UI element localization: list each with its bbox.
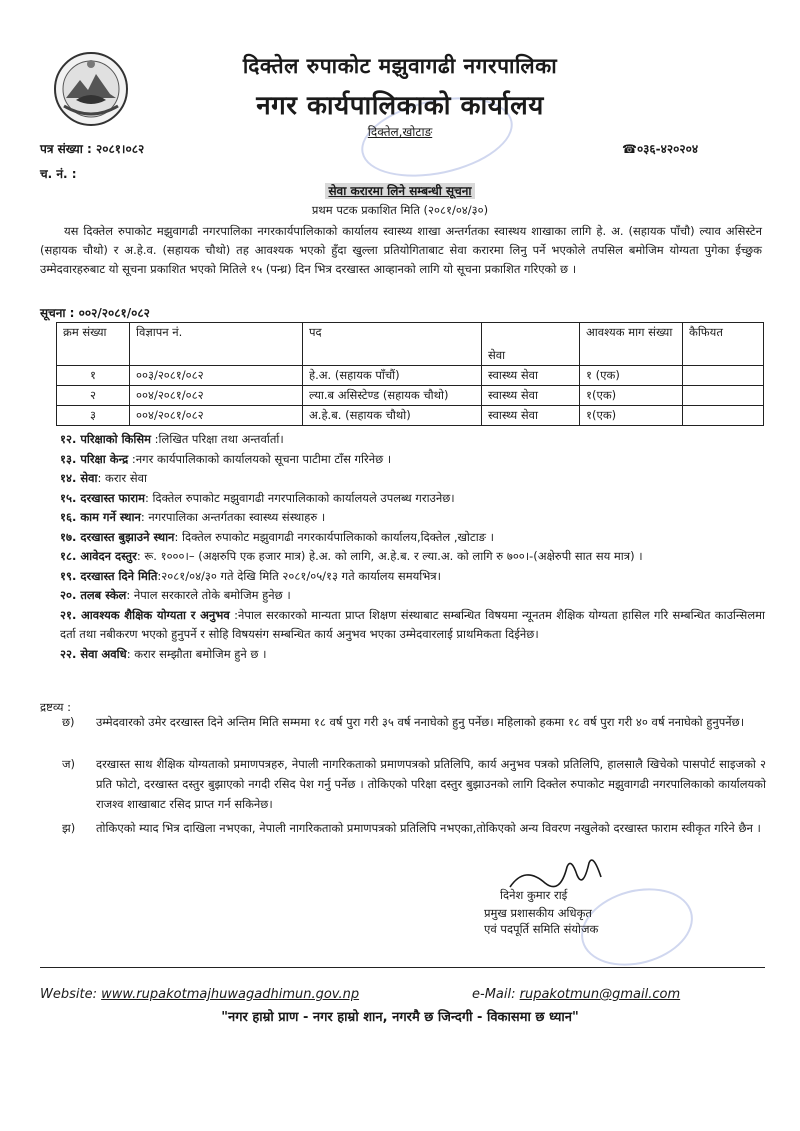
cell-service: स्वास्थ्य सेवा <box>482 406 580 426</box>
notes-heading: द्रष्टव्य : <box>40 700 71 714</box>
item-key: १७. दरखास्त बुझाउने स्थान <box>60 529 175 544</box>
email-line <box>472 987 680 1002</box>
municipality-name: दिक्तेल रुपाकोट मझुवागढी नगरपालिका <box>242 54 558 78</box>
col-header-remarks: कैफियत <box>683 323 764 366</box>
item-text: :२०८१/०४/३० गते देखि मिति २०८१/०५/१३ गते कार्यालय समयभित्र। <box>157 568 442 583</box>
item-text: : दिक्तेल रुपाकोट मझुवागढी नगरकार्यपालिकाको कार्यालय,दिक्तेल ,खोटाङ । <box>174 529 495 544</box>
item-text: :नगर कार्यपालिकाको कार्यालयको सूचना पाटीमा टाँस गरिनेछ । <box>128 451 392 466</box>
dispatch-number: च. नं. : <box>40 167 77 181</box>
office-location: दिक्तेल,खोटाङ <box>367 125 433 139</box>
office-name: नगर कार्यपालिकाको कार्यालय <box>256 91 544 121</box>
item-text: : रू. १०००।– (अक्षरुपि एक हजार मात्र) हे.अ. को लागि, अ.हे.ब. र ल्या.अ. को लागि रु ७००।-(अक्षेरुपी सात सय मात्र) । <box>136 549 643 563</box>
cell-remarks <box>683 386 764 406</box>
note-label: ज) <box>62 757 76 771</box>
note-text: तोकिएको म्याद भित्र दाखिला नभएका, नेपाली नागरिकताको प्रमाणपत्रको प्रतिलिपि नभएका,तोकिएको अन्य विवरण नखुलेको दरखास्त फाराम स्वीकृत गरिने छैन । <box>96 821 761 835</box>
item-text: :लिखित परिक्षा तथा अन्तर्वार्ता। <box>151 432 284 446</box>
municipality-motto: "नगर हाम्रो प्राण - नगर हाम्रो शान, नगरमै छ जिन्दगी - विकासमा छ ध्यान" <box>221 1010 579 1025</box>
item-text: : नेपाल सरकारले तोके बमोजिम हुनेछ । <box>126 588 291 602</box>
item-text: : करार सेवा <box>97 471 148 485</box>
cell-post: अ.हे.ब. (सहायक चौथो) <box>303 406 482 426</box>
col-header-ad-no: विज्ञापन नं. <box>130 323 303 366</box>
note-text: उम्मेदवारको उमेर दरखास्त दिने अन्तिम मिति सम्ममा १८ वर्ष पुरा गरी ३५ वर्ष ननाघेको हुनु पर्नेछ। महिलाको हकमा १८ वर्ष पुरा गरी ४० वर्ष ननाघेको हुनुपर्नेछ। <box>96 715 745 729</box>
item-text: : नगरपालिका अन्तर्गतका स्वास्थ्य संस्थाहरु । <box>140 510 326 524</box>
item-key: २२. सेवा अवधि <box>60 646 127 661</box>
cell-serial: १ <box>57 366 130 386</box>
col-header-service: सेवा <box>482 323 580 366</box>
cell-ad-no: ००३/२०८१/०८२ <box>130 366 303 386</box>
list-item <box>60 450 765 470</box>
note-label: झ) <box>62 821 76 835</box>
item-text: :नेपाल सरकारको मान्यता प्राप्त शिक्षण संस्थाबाट सम्बन्धित विषयमा न्यूनतम शैक्षिक योग्यता हासिल गरि सम्बन्धित काउन्सिलमा दर्ता तथा नबीकरण भएको हुनुपर्ने र सोहि विषयसंग सम्बन्धित कार्य अनुभव भएका उम्मेदवारलाई प्राथमिकता दिईनेछ। <box>60 607 765 641</box>
table-row <box>57 366 764 386</box>
item-key: २०. तलब स्केल <box>60 588 127 602</box>
item-key: २१. आवश्यक शैक्षिक योग्यता र अनुभव <box>60 607 230 622</box>
item-key: १९. दरखास्त दिने मिति <box>60 568 158 583</box>
signatory-title: प्रमुख प्रशासकीय अधिकृत <box>484 906 592 920</box>
list-item <box>60 586 765 606</box>
cell-serial: २ <box>57 386 130 406</box>
list-item <box>60 469 765 489</box>
table-row <box>57 386 764 406</box>
list-item <box>60 508 765 528</box>
note-label: छ) <box>62 715 75 729</box>
website-link[interactable]: www.rupakotmajhuwagadhimun.gov.np <box>101 987 360 1002</box>
phone-number: ☎०३६-४२०२०४ <box>622 142 699 156</box>
item-key: १४. सेवा <box>60 471 98 485</box>
item-key: १६. काम गर्ने स्थान <box>60 510 141 524</box>
col-header-serial: क्रम संख्या <box>57 323 130 366</box>
publication-date: प्रथम पटक प्रकाशित मिति (२०८१/०४/३०) <box>311 203 489 217</box>
list-item <box>60 430 765 450</box>
cell-ad-no: ००४/२०८१/०८२ <box>130 386 303 406</box>
table-header-row <box>57 323 764 366</box>
list-item <box>60 606 765 645</box>
item-key: १२. परिक्षाको किसिम <box>60 432 152 446</box>
list-item <box>60 528 765 548</box>
conditions-list <box>40 430 765 664</box>
cell-service: स्वास्थ्य सेवा <box>482 386 580 406</box>
cell-demand: १ (एक) <box>580 366 683 386</box>
item-text: : दिक्तेल रुपाकोट मझुवागढी नगरपालिकाको कार्यालयले उपलब्ध गराउनेछ। <box>144 490 455 505</box>
email-link[interactable]: rupakotmun@gmail.com <box>519 987 681 1002</box>
cell-serial: ३ <box>57 406 130 426</box>
cell-demand: १(एक) <box>580 406 683 426</box>
cell-post: हे.अ. (सहायक पाँचौं) <box>303 366 482 386</box>
list-item <box>60 547 765 567</box>
letter-number: पत्र संख्या : २०८१।०८२ <box>40 142 145 156</box>
item-text: : करार सम्झौता बमोजिम हुने छ । <box>126 646 267 661</box>
col-header-demand: आवश्यक माग संख्या <box>580 323 683 366</box>
table-row <box>57 406 764 426</box>
signatory-name: दिनेश कुमार राई <box>500 888 568 902</box>
notice-number: सूचना : ००२/२०८१/०८२ <box>40 306 150 320</box>
cell-service: स्वास्थ्य सेवा <box>482 366 580 386</box>
cell-ad-no: ००४/२०८१/०८२ <box>130 406 303 426</box>
note-text: दरखास्त साथ शैक्षिक योग्यताको प्रमाणपत्रहरु, नेपाली नागरिकताको प्रमाणपत्रको प्रतिलिपि, कार्य अनुभव पत्रको प्रतिलिपि, हालसालै खिचेको पासपोर्ट साइजको २ प्रति फोटो, दरखास्त दस्तुर बुझाएको नगदी रसिद पेश गर्नु पर्नेछ । तोकिएको परिक्षा दस्तुर बुझाउनको लागि दिक्तेल रुपाकोट मझुवागढी नगरपालिकाको कार्यालयको राजश्व शाखाबाट रसिद प्राप्त गर्न सकिनेछ। <box>96 757 766 811</box>
footer-divider <box>40 967 765 968</box>
signatory-role: एवं पदपूर्ति समिति संयोजक <box>484 922 599 936</box>
item-key: १८. आवेदन दस्तुर <box>60 549 137 563</box>
note-item <box>62 712 766 732</box>
list-item <box>60 567 765 587</box>
subject-text: सेवा करारमा लिने सम्बन्धी सूचना <box>325 183 474 199</box>
col-header-post: पद <box>303 323 482 366</box>
note-item <box>62 818 766 838</box>
item-key: १३. परिक्षा केन्द्र <box>60 451 129 466</box>
item-key: १५. दरखास्त फाराम <box>60 490 145 505</box>
email-label: e-Mail: <box>472 987 520 1002</box>
list-item <box>60 489 765 509</box>
vacancy-table <box>56 322 764 426</box>
intro-paragraph: यस दिक्तेल रुपाकोट मझुवागढी नगरपालिका नगरकार्यपालिकाको कार्यालय स्वास्थ्य शाखा अन्तर्गतका स्वास्थय शाखाका लागि हे. अ. (सहायक पाँचौ) ल्याव असिस्टेन (सहायक चौथो) र अ.हे.व. (सहायक चौथो) तह आवश्यक भएको हुँदा खुल्ला प्रतियोगिताबाट सेवा करारमा लिनु पर्ने भएकोले तपसिल बमोजिम योग्यता पुगेका ईच्छुक उम्मेदवारहरुबाट यो सूचना प्रकाशित भएको मितिले १५ (पन्ध्र) दिन भित्र दरखास्त आव्हानको लागि यो सूचना प्रकाशित गरिएको छ । <box>40 224 762 276</box>
cell-post: ल्या.ब असिस्टेण्ड (सहायक चौथो) <box>303 386 482 406</box>
cell-remarks <box>683 366 764 386</box>
website-line <box>40 987 359 1002</box>
website-label: Website: <box>40 987 102 1002</box>
notice-subject <box>0 182 800 199</box>
list-item <box>60 645 765 665</box>
cell-remarks <box>683 406 764 426</box>
note-item <box>62 754 766 814</box>
cell-demand: १(एक) <box>580 386 683 406</box>
